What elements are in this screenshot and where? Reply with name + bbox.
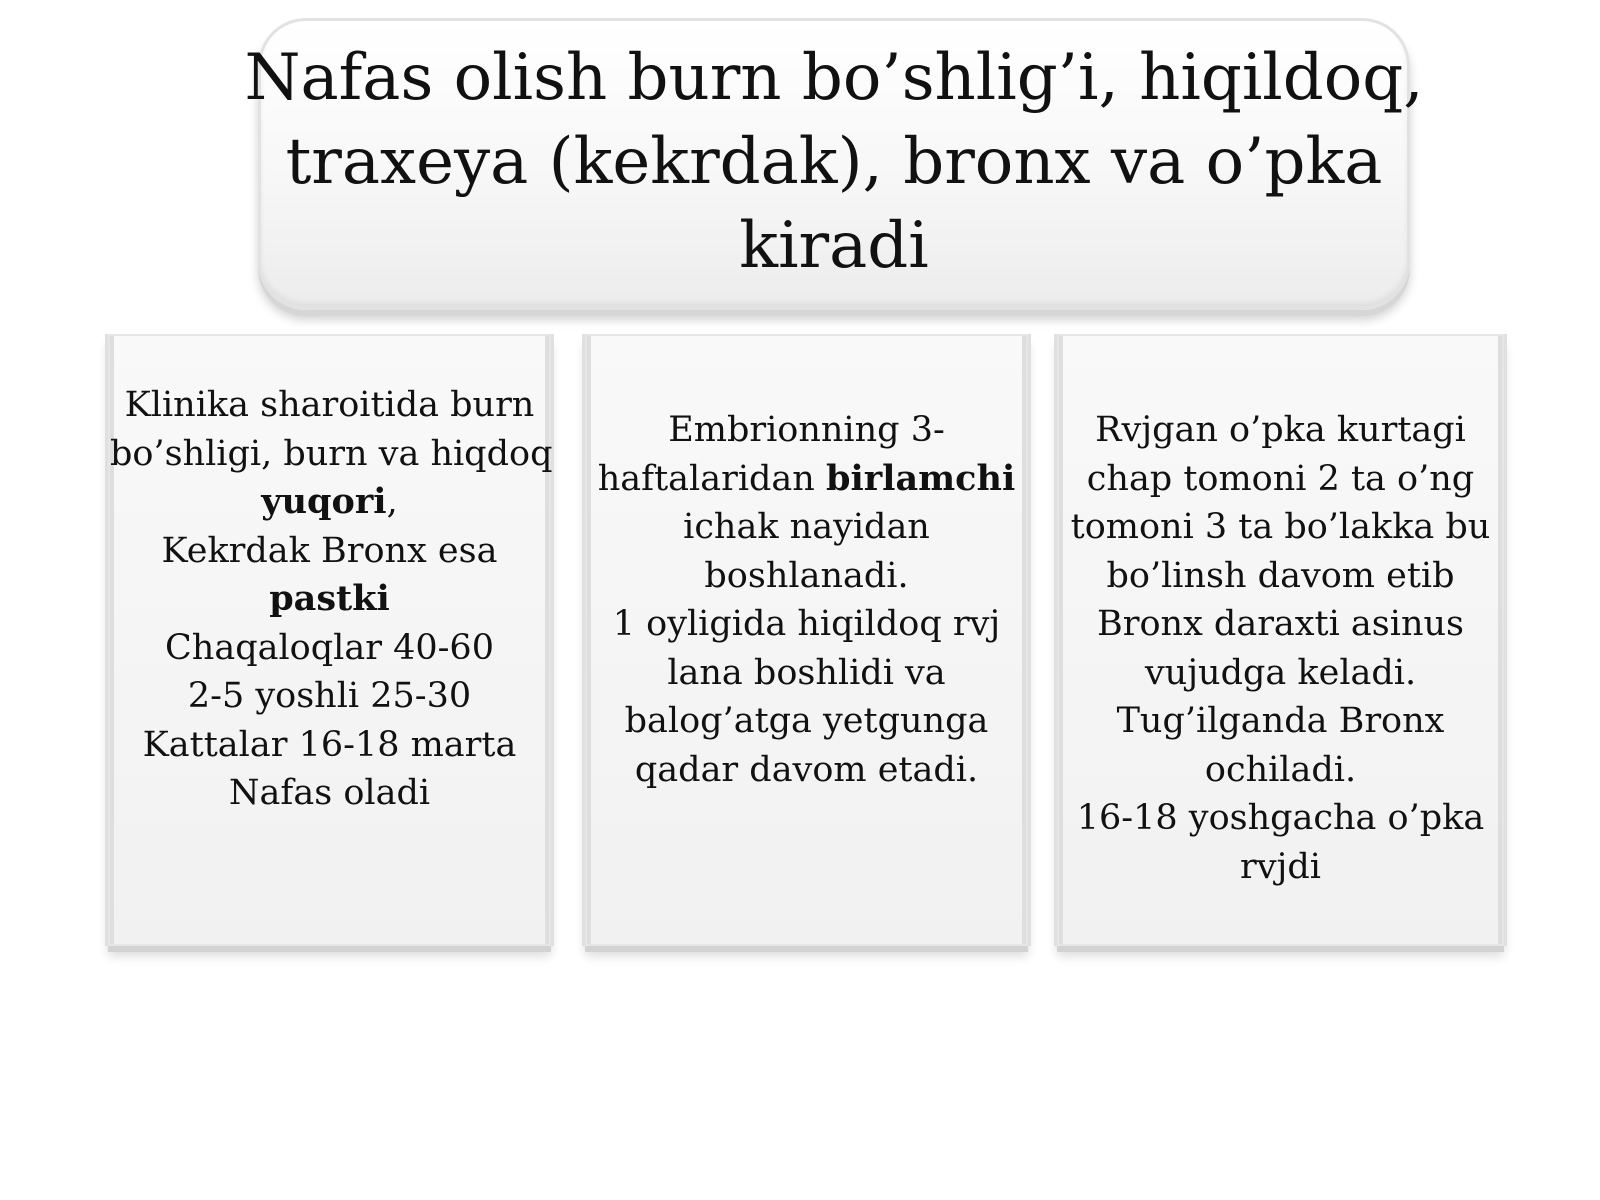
middle-line-7: balog’atga yetgunga — [624, 701, 989, 741]
left-line-3-rest: , — [386, 482, 398, 522]
right-line-9: 16-18 yoshgacha o’pka — [1076, 798, 1485, 838]
middle-bold-birlamchi: birlamchi — [825, 457, 1016, 499]
title-box — [244, 18, 1424, 310]
title-line-1: Nafas olish burn bo’shlig’i, hiqildoq, — [244, 41, 1424, 115]
left-line-6: Chaqaloqlar 40-60 — [165, 627, 494, 668]
right-line-7: Tug’ilganda Bronx — [1116, 701, 1445, 741]
middle-line-5: 1 oyligida hiqildoq rvj — [612, 604, 1001, 644]
right-line-5: Bronx daraxti asinus — [1097, 604, 1464, 644]
middle-line-3: ichak nayidan — [683, 507, 930, 547]
left-line-4: Kekrdak Bronx esa — [161, 530, 498, 571]
middle-line-8: qadar davom etadi. — [634, 749, 979, 790]
right-line-1: Rvjgan o’pka kurtagi — [1095, 410, 1466, 450]
left-line-7: 2-5 yoshli 25-30 — [187, 676, 472, 716]
middle-line-6: lana boshlidi va — [667, 652, 946, 693]
right-line-4: bo’linsh davom etib — [1106, 555, 1455, 596]
middle-line-4: boshlanadi. — [704, 555, 909, 596]
middle-line-1: Embrionning 3- — [668, 410, 945, 450]
info-box-right — [1057, 334, 1504, 946]
middle-line-2 — [587, 455, 1026, 504]
info-box-middle — [585, 334, 1028, 946]
right-line-2: chap tomoni 2 ta o’ng — [1086, 458, 1475, 499]
left-bold-pastki: pastki — [269, 578, 390, 619]
left-line-1: Klinika sharoitida burn — [124, 385, 535, 425]
right-line-10: rvjdi — [1240, 846, 1321, 887]
left-line-3 — [110, 478, 549, 527]
info-box-left — [108, 334, 551, 946]
middle-line-2-pre: haftalaridan — [597, 458, 826, 499]
right-line-8: ochiladi. — [1204, 749, 1357, 790]
title-line-2: traxeya (kekrdak), bronx va o’pka — [285, 125, 1383, 199]
left-line-8: Kattalar 16-18 marta — [142, 724, 517, 765]
left-bold-yuqori: yuqori — [261, 481, 387, 522]
left-line-5 — [110, 575, 549, 624]
title-text — [204, 36, 1463, 288]
right-line-3: tomoni 3 ta bo’lakka bu — [1070, 507, 1491, 547]
right-line-6: vujudga keladi. — [1144, 652, 1417, 693]
title-line-3: kiradi — [739, 209, 929, 283]
left-line-2: bo’shligi, burn va hiqdoq — [110, 433, 553, 474]
left-line-9: Nafas oladi — [228, 773, 431, 813]
